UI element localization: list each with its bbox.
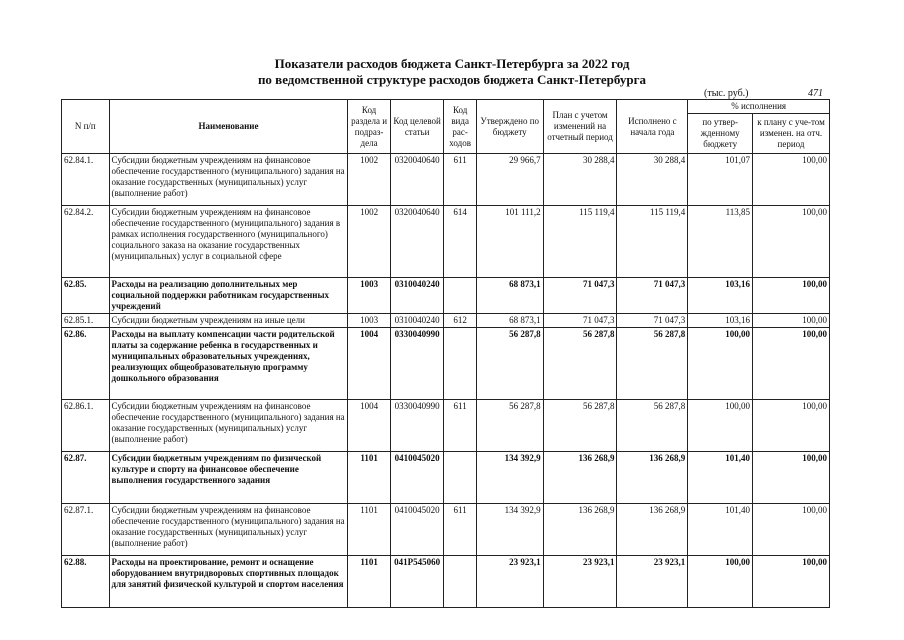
- cell-approved: 56 287,8: [476, 328, 543, 400]
- col-header-target-code: Код целевой статьи: [390, 100, 444, 154]
- cell-pct-approved: 103,16: [688, 278, 753, 314]
- cell-approved: 56 287,8: [476, 400, 543, 452]
- cell-num: 62.84.2.: [62, 206, 110, 278]
- cell-approved: 23 923,1: [476, 556, 543, 608]
- cell-num: 62.86.1.: [62, 400, 110, 452]
- cell-executed: 56 287,8: [617, 328, 688, 400]
- document-title-line-2: по ведомственной структуре расходов бюджета Санкт-Петербурга: [257, 72, 647, 87]
- cell-type: 611: [444, 400, 476, 452]
- cell-approved: 29 966,7: [476, 154, 543, 206]
- cell-target: 0310040240: [390, 278, 444, 314]
- cell-executed: 23 923,1: [617, 556, 688, 608]
- cell-pct-plan: 100,00: [753, 556, 830, 608]
- cell-name: Субсидии бюджетным учреждениям на финансовое обеспечение государственного (муниципального) задания на оказание государственных (муниципальных) услуг (выполнение работ): [109, 504, 348, 556]
- cell-pct-plan: 100,00: [753, 504, 830, 556]
- cell-type: [444, 278, 476, 314]
- cell-num: 62.85.: [62, 278, 110, 314]
- cell-pct-approved: 101,40: [688, 504, 753, 556]
- cell-plan: 30 288,4: [543, 154, 617, 206]
- cell-name: Субсидии бюджетным учреждениям на финансовое обеспечение государственного (муниципального) задания в рамках исполнения государственного (муниципального) социального заказа на оказание государственных (муниципальных) услуг в социальной сфере: [109, 206, 348, 278]
- cell-section: 1004: [348, 400, 390, 452]
- col-header-pct-approved: по утвер-жденному бюджету: [688, 114, 753, 154]
- cell-plan: 23 923,1: [543, 556, 617, 608]
- cell-approved: 134 392,9: [476, 452, 543, 504]
- cell-target: 0410045020: [390, 452, 444, 504]
- cell-section: 1003: [348, 278, 390, 314]
- cell-plan: 56 287,8: [543, 400, 617, 452]
- units-label: (тыс. руб.): [704, 88, 749, 99]
- cell-executed: 136 268,9: [617, 452, 688, 504]
- cell-pct-approved: 100,00: [688, 556, 753, 608]
- cell-type: 611: [444, 504, 476, 556]
- cell-pct-plan: 100,00: [753, 314, 830, 328]
- cell-pct-approved: 101,40: [688, 452, 753, 504]
- cell-name: Субсидии бюджетным учреждениям на финансовое обеспечение государственного (муниципального) задания на оказание государственных (муниципальных) услуг (выполнение работ): [109, 400, 348, 452]
- cell-executed: 71 047,3: [617, 314, 688, 328]
- col-header-percent-group: % исполнения: [688, 100, 830, 114]
- cell-target: 0410045020: [390, 504, 444, 556]
- cell-num: 62.88.: [62, 556, 110, 608]
- cell-name: Субсидии бюджетным учреждениям по физической культуре и спорту на финансовое обеспечение выполнения государственного задания: [109, 452, 348, 504]
- table-row: [62, 452, 830, 504]
- cell-pct-approved: 100,00: [688, 400, 753, 452]
- cell-num: 62.87.1.: [62, 504, 110, 556]
- cell-type: [444, 328, 476, 400]
- cell-plan: 56 287,8: [543, 328, 617, 400]
- cell-target: 041P545060: [390, 556, 444, 608]
- cell-target: 0330040990: [390, 328, 444, 400]
- table-row: [62, 314, 830, 328]
- cell-section: 1101: [348, 452, 390, 504]
- col-header-executed: Исполнено с начала года: [617, 100, 688, 154]
- cell-pct-approved: 103,16: [688, 314, 753, 328]
- col-header-plan: План с учетом изменений на отчетный период: [543, 100, 617, 154]
- cell-executed: 30 288,4: [617, 154, 688, 206]
- cell-type: [444, 452, 476, 504]
- cell-section: 1002: [348, 154, 390, 206]
- cell-plan: 71 047,3: [543, 278, 617, 314]
- cell-executed: 136 268,9: [617, 504, 688, 556]
- page-number: 471: [808, 88, 823, 99]
- col-header-type-code: Код вида рас-ходов: [444, 100, 476, 154]
- cell-pct-plan: 100,00: [753, 206, 830, 278]
- table-header: [62, 100, 830, 154]
- cell-pct-plan: 100,00: [753, 278, 830, 314]
- cell-approved: 101 111,2: [476, 206, 543, 278]
- col-header-section-code: Код раздела и подраз-дела: [348, 100, 390, 154]
- document-title-line-1: Показатели расходов бюджета Санкт-Петербурга за 2022 год: [274, 56, 630, 71]
- cell-pct-plan: 100,00: [753, 400, 830, 452]
- table-row: [62, 278, 830, 314]
- col-header-pct-plan: к плану с уче-том изменен. на отч. период: [753, 114, 830, 154]
- cell-section: 1101: [348, 556, 390, 608]
- cell-target: 0310040240: [390, 314, 444, 328]
- table-body: [62, 154, 830, 608]
- cell-pct-approved: 113,85: [688, 206, 753, 278]
- cell-name: Субсидии бюджетным учреждениям на иные цели: [109, 314, 348, 328]
- cell-target: 0330040990: [390, 400, 444, 452]
- cell-section: 1002: [348, 206, 390, 278]
- table-row: [62, 328, 830, 400]
- cell-approved: 68 873,1: [476, 278, 543, 314]
- budget-table: [61, 99, 830, 608]
- cell-plan: 71 047,3: [543, 314, 617, 328]
- table-row: [62, 556, 830, 608]
- cell-pct-approved: 100,00: [688, 328, 753, 400]
- cell-pct-plan: 100,00: [753, 328, 830, 400]
- cell-plan: 136 268,9: [543, 452, 617, 504]
- cell-executed: 71 047,3: [617, 278, 688, 314]
- cell-pct-plan: 100,00: [753, 154, 830, 206]
- col-header-name: Наименование: [109, 100, 348, 154]
- cell-approved: 68 873,1: [476, 314, 543, 328]
- cell-section: 1003: [348, 314, 390, 328]
- table-row: [62, 400, 830, 452]
- cell-pct-plan: 100,00: [753, 452, 830, 504]
- cell-type: 611: [444, 154, 476, 206]
- cell-executed: 115 119,4: [617, 206, 688, 278]
- cell-name: Расходы на выплату компенсации части родительской платы за содержание ребенка в государственных и муниципальных образовательных учреждениях, реализующих общеобразовательную программу дошкольного образования: [109, 328, 348, 400]
- cell-type: [444, 556, 476, 608]
- cell-name: Субсидии бюджетным учреждениям на финансовое обеспечение государственного (муниципального) задания на оказание государственных (муниципальных) услуг (выполнение работ): [109, 154, 348, 206]
- cell-approved: 134 392,9: [476, 504, 543, 556]
- cell-section: 1101: [348, 504, 390, 556]
- col-header-num: N п/п: [62, 100, 110, 154]
- cell-name: Расходы на реализацию дополнительных мер социальной поддержки работникам государственных учреждений: [109, 278, 348, 314]
- table-row: [62, 154, 830, 206]
- cell-num: 62.85.1.: [62, 314, 110, 328]
- table-row: [62, 504, 830, 556]
- cell-type: 614: [444, 206, 476, 278]
- cell-target: 0320040640: [390, 206, 444, 278]
- table-row: [62, 206, 830, 278]
- cell-num: 62.87.: [62, 452, 110, 504]
- cell-num: 62.84.1.: [62, 154, 110, 206]
- cell-section: 1004: [348, 328, 390, 400]
- cell-name: Расходы на проектирование, ремонт и оснащение оборудованием внутридворовых спортивных площадок для занятий физической культурой и спортом населения: [109, 556, 348, 608]
- cell-num: 62.86.: [62, 328, 110, 400]
- col-header-approved: Утверждено по бюджету: [476, 100, 543, 154]
- cell-executed: 56 287,8: [617, 400, 688, 452]
- cell-target: 0320040640: [390, 154, 444, 206]
- cell-plan: 136 268,9: [543, 504, 617, 556]
- cell-pct-approved: 101,07: [688, 154, 753, 206]
- cell-type: 612: [444, 314, 476, 328]
- cell-plan: 115 119,4: [543, 206, 617, 278]
